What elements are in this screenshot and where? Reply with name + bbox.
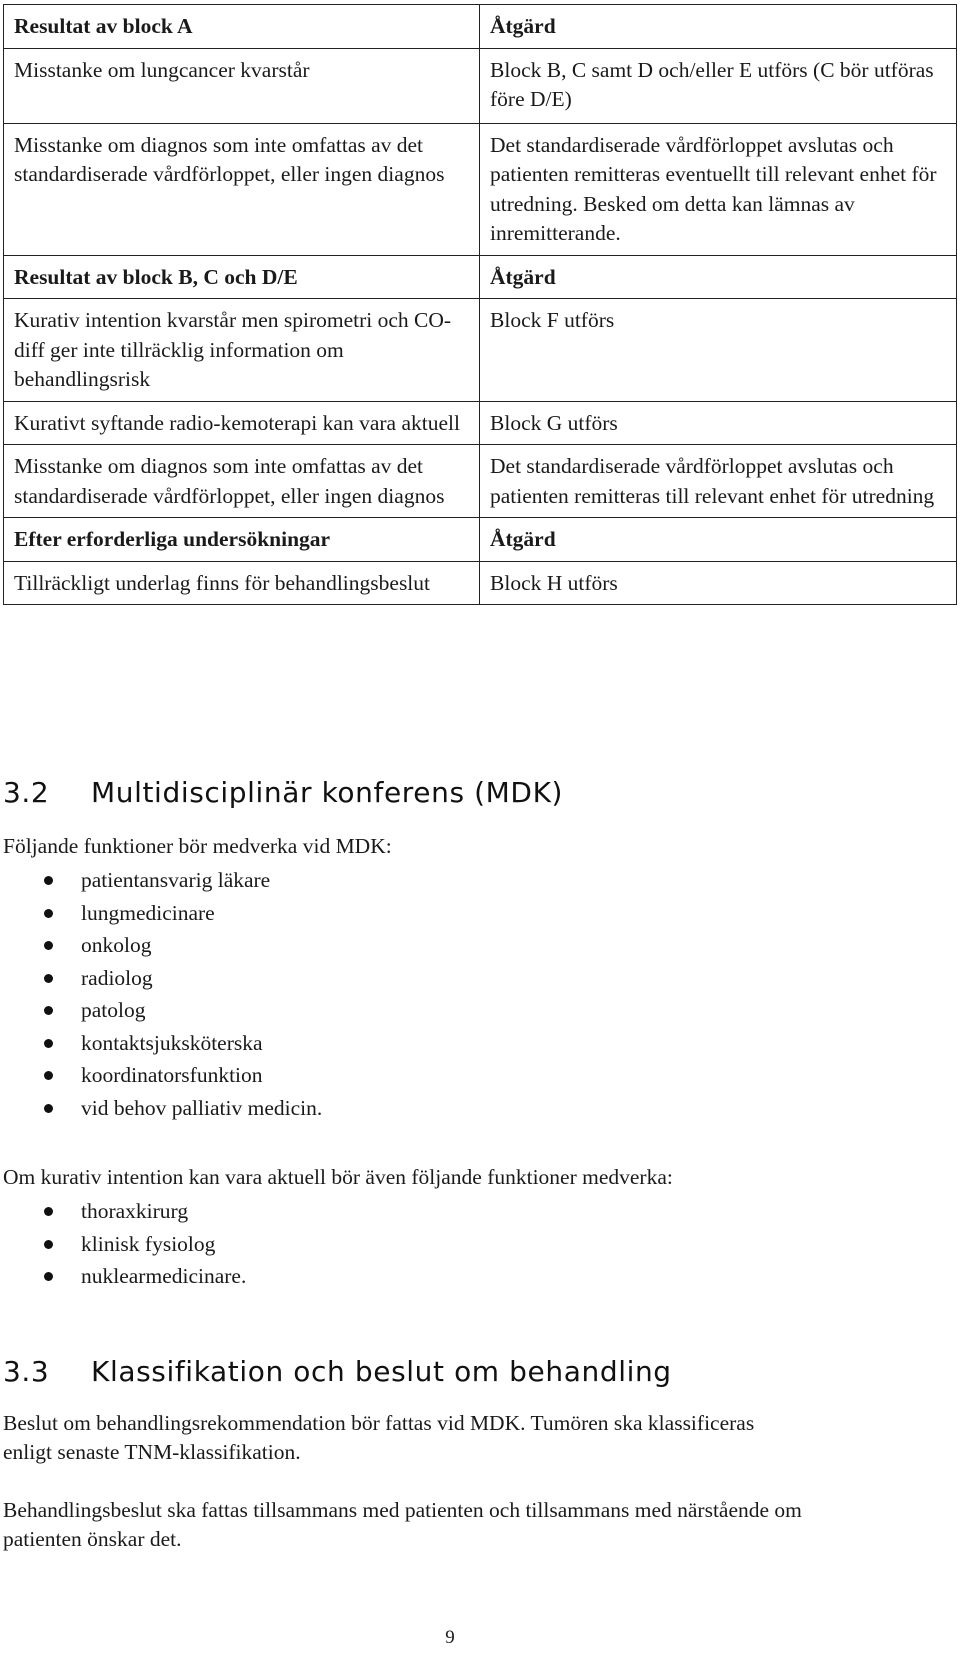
list-item: nuklearmedicinare.: [3, 1260, 246, 1293]
section-number: 3.2: [3, 776, 50, 809]
mdk-functions-list: [3, 864, 322, 1124]
table-row: [4, 518, 957, 562]
section-intro: Följande funktioner bör medverka vid MDK:: [3, 834, 392, 858]
bullet-icon: [44, 1039, 53, 1048]
list-item: kontaktsjuksköterska: [3, 1027, 322, 1060]
table-cell: Block B, C samt D och/eller E utförs (C bör utföras före D/E): [480, 48, 957, 123]
section-heading-3-3: [3, 1355, 672, 1388]
table-row: [4, 561, 957, 605]
list-item: patientansvarig läkare: [3, 864, 322, 897]
table-cell: Block G utförs: [480, 401, 957, 445]
table-row: [4, 401, 957, 445]
table-cell: Det standardiserade vårdförloppet avslutas och patienten remitteras eventuellt till relevant enhet för utredning. Besked om detta kan lämnas av inremitterande.: [480, 123, 957, 255]
table-header-cell: Efter erforderliga undersökningar: [4, 518, 480, 562]
table-header-cell: Resultat av block B, C och D/E: [4, 255, 480, 299]
table-cell: Misstanke om diagnos som inte omfattas av det standardiserade vårdförloppet, eller ingen diagnos: [4, 445, 480, 518]
section-title: Multidisciplinär konferens (MDK): [91, 776, 564, 809]
bullet-icon: [44, 1207, 53, 1216]
table-row: [4, 48, 957, 123]
bullet-icon: [44, 974, 53, 983]
table-cell: Misstanke om diagnos som inte omfattas av det standardiserade vårdförloppet, eller ingen diagnos: [4, 123, 480, 255]
list-item: patolog: [3, 994, 322, 1027]
curative-functions-list: [3, 1195, 246, 1293]
table-cell: Det standardiserade vårdförloppet avslutas och patienten remitteras till relevant enhet för utredning: [480, 445, 957, 518]
list-item: lungmedicinare: [3, 897, 322, 930]
table-row: [4, 5, 957, 49]
section-heading-3-2: [3, 776, 563, 809]
care-pathway-table: [3, 4, 957, 605]
page-number: 9: [445, 1627, 455, 1648]
list-item: klinisk fysiolog: [3, 1228, 246, 1261]
section-number: 3.3: [3, 1355, 50, 1388]
section-title: Klassifikation och beslut om behandling: [91, 1355, 672, 1388]
section-intro-curative: Om kurativ intention kan vara aktuell bör även följande funktioner medverka:: [3, 1165, 673, 1189]
bullet-icon: [44, 1104, 53, 1113]
bullet-icon: [44, 1006, 53, 1015]
bullet-icon: [44, 1240, 53, 1249]
paragraph: Beslut om behandlingsrekommendation bör fattas vid MDK. Tumören ska klassificeras enligt senaste TNM-klassifikation.: [3, 1411, 755, 1464]
bullet-icon: [44, 1071, 53, 1080]
table-cell: Misstanke om lungcancer kvarstår: [4, 48, 480, 123]
bullet-icon: [44, 941, 53, 950]
bullet-icon: [44, 909, 53, 918]
bullet-icon: [44, 1272, 53, 1281]
table-row: [4, 255, 957, 299]
bullet-icon: [44, 876, 53, 885]
paragraph: Behandlingsbeslut ska fattas tillsammans med patienten och tillsammans med närstående om patienten önskar det.: [3, 1498, 802, 1551]
table-header-cell: Åtgärd: [480, 5, 957, 49]
list-item: onkolog: [3, 929, 322, 962]
table-cell: Block F utförs: [480, 299, 957, 402]
table-cell: Tillräckligt underlag finns för behandlingsbeslut: [4, 561, 480, 605]
table-cell: Kurativ intention kvarstår men spirometri och CO-diff ger inte tillräcklig information om behandlingsrisk: [4, 299, 480, 402]
table-row: [4, 299, 957, 402]
table-cell: Kurativt syftande radio-kemoterapi kan vara aktuell: [4, 401, 480, 445]
list-item: vid behov palliativ medicin.: [3, 1092, 322, 1125]
table-row: [4, 445, 957, 518]
list-item: thoraxkirurg: [3, 1195, 246, 1228]
table-header-cell: Åtgärd: [480, 518, 957, 562]
table-header-cell: Åtgärd: [480, 255, 957, 299]
table-row: [4, 123, 957, 255]
table-header-cell: Resultat av block A: [4, 5, 480, 49]
table-cell: Block H utförs: [480, 561, 957, 605]
list-item: koordinatorsfunktion: [3, 1059, 322, 1092]
list-item: radiolog: [3, 962, 322, 995]
